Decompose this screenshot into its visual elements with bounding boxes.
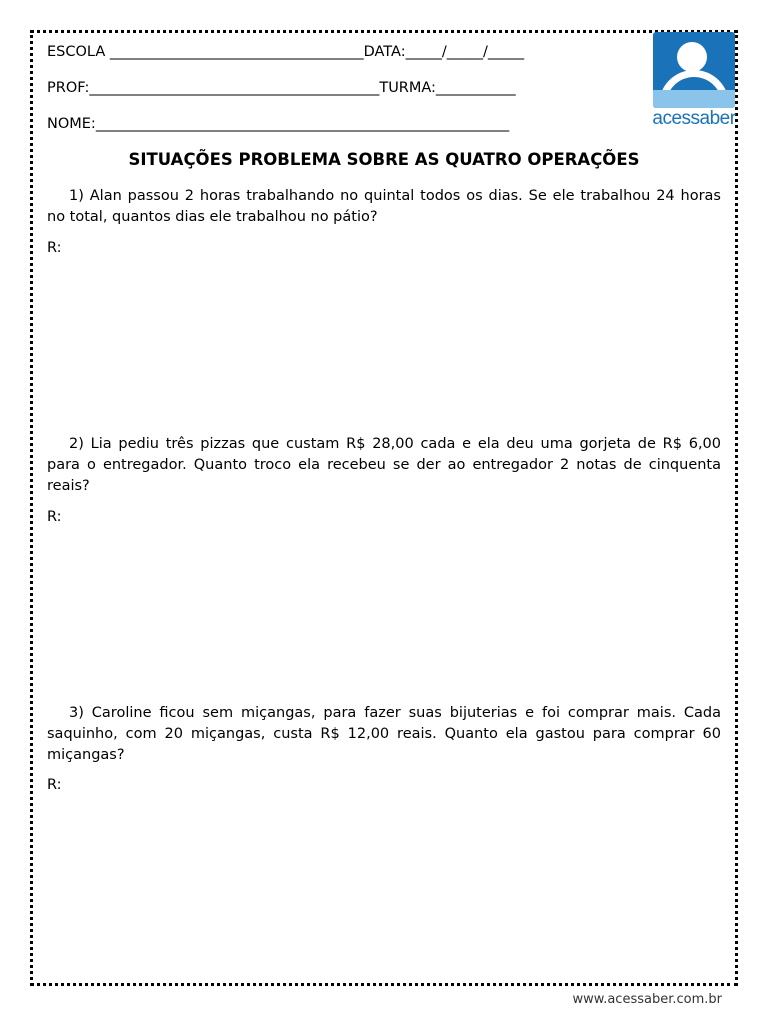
student-name-line: NOME:_________________________________________________________: [47, 116, 510, 132]
worksheet-border: [30, 30, 738, 986]
acessaber-logo: [650, 30, 738, 132]
school-date-line: ESCOLA ___________________________________DATA:_____/_____/_____: [47, 44, 525, 60]
question-1: 1) Alan passou 2 horas trabalhando no quintal todos os dias. Se ele trabalhou 24 horas no total, quantos dias ele trabalhou no pátio?: [47, 188, 721, 225]
answer-label-1: R:: [47, 240, 62, 256]
footer-url: www.acessaber.com.br: [572, 992, 722, 1007]
answer-label-3: R:: [47, 777, 62, 793]
answer-label-2: R:: [47, 509, 62, 525]
logo-icon: [653, 32, 735, 108]
question-2: 2) Lia pediu três pizzas que custam R$ 28,00 cada e ela deu uma gorjeta de R$ 6,00 para o entregador. Quanto troco ela recebeu se der ao entregador 2 notas de cinquenta reais?: [47, 436, 721, 494]
page-title: SITUAÇÕES PROBLEMA SOBRE AS QUATRO OPERAÇÕES: [128, 150, 640, 169]
question-3: 3) Caroline ficou sem miçangas, para fazer suas bijuterias e foi comprar mais. Cada saquinho, com 20 miçangas, custa R$ 12,00 reais. Quanto ela gastou para comprar 60 miçangas?: [47, 705, 721, 763]
teacher-class-line: PROF:________________________________________TURMA:___________: [47, 80, 516, 96]
logo-text: acessaber: [652, 108, 736, 129]
